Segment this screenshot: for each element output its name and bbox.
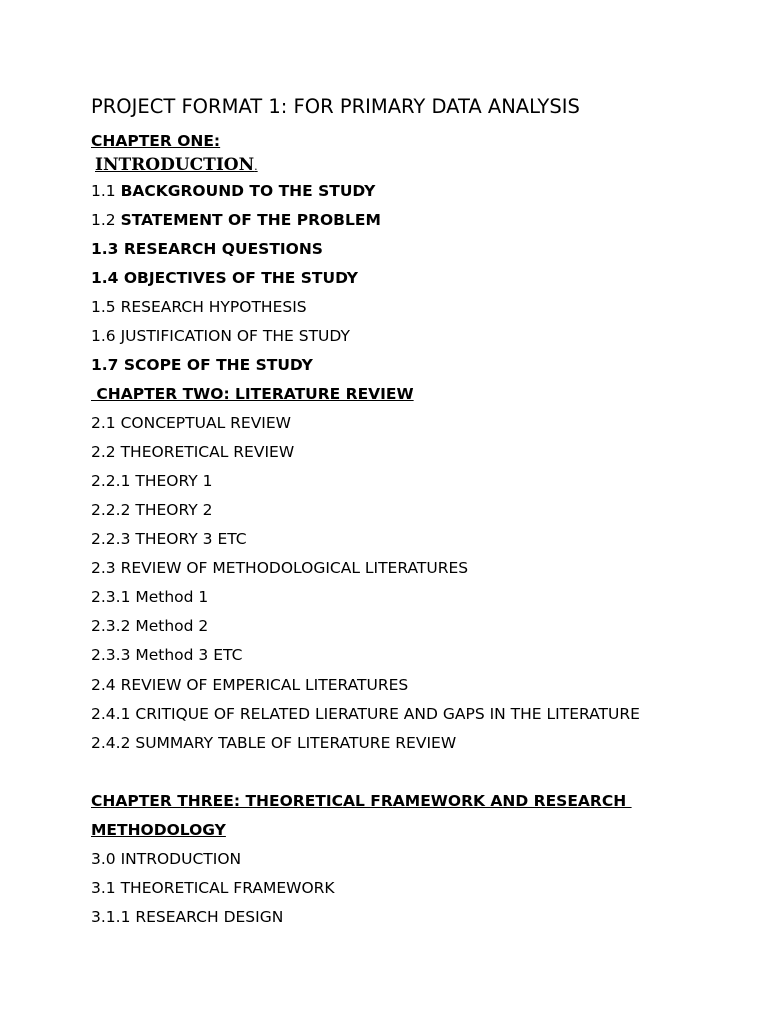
section-2-2-2: 2.2.2 THEORY 2 [91,501,213,519]
section-3-1-1: 3.1.1 RESEARCH DESIGN [91,908,284,926]
section-1-7: 1.7 SCOPE OF THE STUDY [91,356,313,374]
chapter-three-heading-continued: METHODOLOGY [91,821,226,839]
section-2-3-1: 2.3.1 Method 1 [91,588,209,606]
section-1-3: 1.3 RESEARCH QUESTIONS [91,240,323,258]
section-2-4-2: 2.4.2 SUMMARY TABLE OF LITERATURE REVIEW [91,734,457,752]
section-2-2-1: 2.2.1 THEORY 1 [91,472,213,490]
chapter-two-heading: CHAPTER TWO: LITERATURE REVIEW [91,385,414,403]
introduction-heading [95,155,258,175]
section-2-3-2: 2.3.2 Method 2 [91,617,209,635]
chapter-three-heading: CHAPTER THREE: THEORETICAL FRAMEWORK AND RESEARCH [91,792,632,810]
section-2-4-1: 2.4.1 CRITIQUE OF RELATED LIERATURE AND GAPS IN THE LITERATURE [91,705,640,723]
section-1-6: 1.6 JUSTIFICATION OF THE STUDY [91,327,350,345]
section-1-1-title: BACKGROUND TO THE STUDY [120,182,376,200]
section-1-2 [91,209,381,231]
chapter-one-heading: CHAPTER ONE: [91,132,221,150]
section-1-1-number: 1.1 [91,182,121,200]
section-2-2-3: 2.2.3 THEORY 3 ETC [91,530,247,548]
section-1-5: 1.5 RESEARCH HYPOTHESIS [91,298,307,316]
section-3-1: 3.1 THEORETICAL FRAMEWORK [91,879,335,897]
section-3-0: 3.0 INTRODUCTION [91,850,242,868]
section-1-2-number: 1.2 [91,211,121,229]
section-2-3: 2.3 REVIEW OF METHODOLOGICAL LITERATURES [91,559,469,577]
section-2-3-3: 2.3.3 Method 3 ETC [91,646,243,664]
section-1-2-title: STATEMENT OF THE PROBLEM [120,211,381,229]
section-2-2: 2.2 THEORETICAL REVIEW [91,443,295,461]
section-2-1: 2.1 CONCEPTUAL REVIEW [91,414,291,432]
document-title: PROJECT FORMAT 1: FOR PRIMARY DATA ANALYSIS [91,95,580,118]
introduction-heading-period: . [254,160,258,173]
section-2-4: 2.4 REVIEW OF EMPERICAL LITERATURES [91,676,409,694]
introduction-heading-text: INTRODUCTION [95,155,255,175]
section-1-1 [91,180,375,202]
section-1-4: 1.4 OBJECTIVES OF THE STUDY [91,269,359,287]
